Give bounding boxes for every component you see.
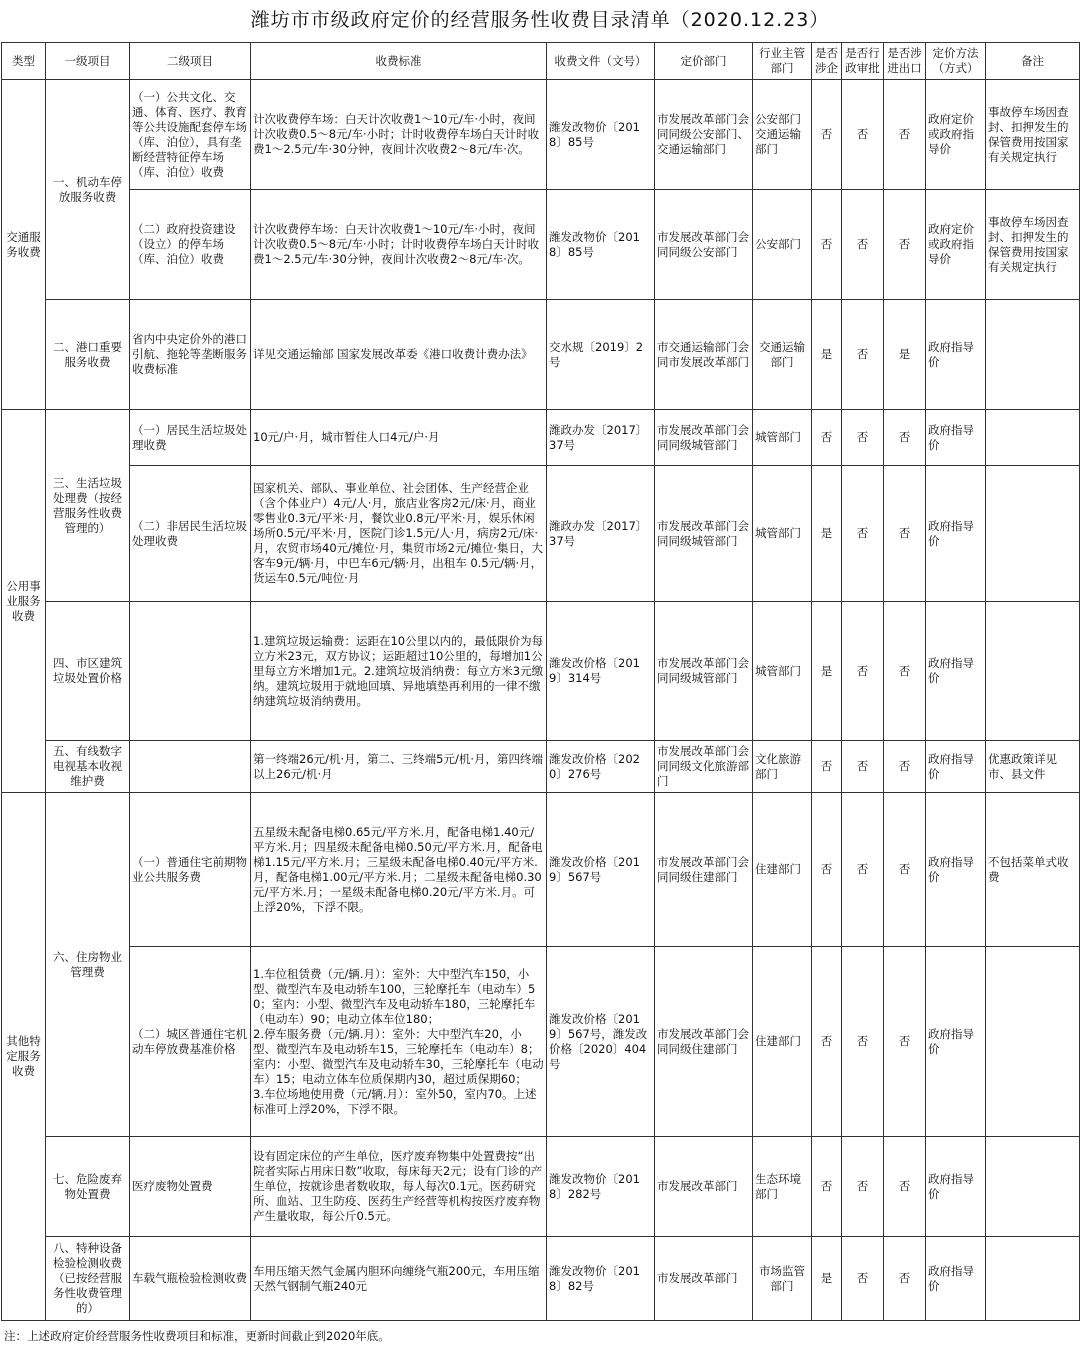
remark-cell: [986, 602, 1080, 741]
remark-cell: 优惠政策详见市、县文件: [986, 741, 1080, 793]
footnote: 注：上述政府定价经营服务性收费项目和标准，更新时间截止到2020年底。: [4, 1329, 390, 1343]
table-row: [2, 947, 1080, 1137]
import-export-cell: 否: [884, 1137, 926, 1237]
level1-cell: 七、危险废弃物处置费: [46, 1137, 130, 1237]
industry-dept-cell: 公安部门: [753, 190, 812, 300]
header-row: [2, 43, 1080, 80]
pricing-dept-cell: 市发展改革部门会同同级公安部门: [655, 190, 753, 300]
approval-cell: 否: [842, 793, 884, 947]
header-cell: 二级项目: [130, 43, 251, 80]
enterprise-cell: 否: [812, 741, 842, 793]
header-cell: 类型: [2, 43, 46, 80]
method-cell: 政府定价或政府指导价: [926, 80, 986, 190]
level1-cell: 四、市区建筑垃圾处置价格: [46, 602, 130, 741]
standard-cell: 设有固定床位的产生单位，医疗废弃物集中处置费按“出院者实际占用床日数”收取，每床每天2元；设有门诊的产生单位，按就诊患者数收取，每人每次0.1元。医药研究所、血站、卫生防疫、医药生产经营等机构按医疗废弃物产生量收取，每公斤0.5元。: [251, 1137, 547, 1237]
approval-cell: 否: [842, 466, 884, 602]
method-cell: 政府指导价: [926, 947, 986, 1137]
enterprise-cell: 否: [812, 1137, 842, 1237]
table-row: [2, 80, 1080, 190]
level1-cell: 一、机动车停放服务收费: [46, 80, 130, 300]
document-cell: 潍政办发〔2017〕37号: [547, 466, 655, 602]
import-export-cell: 否: [884, 602, 926, 741]
method-cell: 政府定价或政府指导价: [926, 190, 986, 300]
method-cell: 政府指导价: [926, 1237, 986, 1321]
industry-dept-cell: 住建部门: [753, 793, 812, 947]
standard-cell: 车用压缩天然气金属内胆环向缠绕气瓶200元，车用压缩天然气钢制气瓶240元: [251, 1237, 547, 1321]
approval-cell: 否: [842, 80, 884, 190]
fee-table: [1, 42, 1080, 1321]
method-cell: 政府指导价: [926, 793, 986, 947]
method-cell: 政府指导价: [926, 741, 986, 793]
pricing-dept-cell: 市发展改革部门会同同级城管部门: [655, 602, 753, 741]
header-cell: 是否涉进出口: [884, 43, 926, 80]
industry-dept-cell: 城管部门: [753, 602, 812, 741]
pricing-dept-cell: 市发展改革部门会同同级住建部门: [655, 947, 753, 1137]
method-cell: 政府指导价: [926, 602, 986, 741]
approval-cell: 否: [842, 1237, 884, 1321]
import-export-cell: 否: [884, 741, 926, 793]
table-row: [2, 741, 1080, 793]
remark-cell: 事故停车场因查封、扣押发生的保管费用按国家有关规定执行: [986, 190, 1080, 300]
standard-cell: 详见交通运输部 国家发展改革委《港口收费计费办法》: [251, 300, 547, 410]
document-cell: 交水规〔2019〕2号: [547, 300, 655, 410]
standard-cell: 1.车位租赁费（元/辆.月）：室外：大中型汽车150，小型、微型汽车及电动轿车100，三轮摩托车（电动车）50；室内：小型、微型汽车及电动轿车180，三轮摩托车（电动车）90；电动立体车位180； 2.停车服务费（元/辆.月）：室外：大中型汽车20，小型、微型汽车及电动轿车15，三轮摩托车（电动车）8；室内：小型、微型汽车及电动轿车30，三轮摩托车（电动车）15；电动立体车位质保期内30，超过质保期60； 3.车位场地使用费（元/辆.月）：室外50，室内70。上述标准可上浮20%，下浮不限。: [251, 947, 547, 1137]
import-export-cell: 否: [884, 1237, 926, 1321]
remark-cell: [986, 466, 1080, 602]
industry-dept-cell: 文化旅游部门: [753, 741, 812, 793]
method-cell: 政府指导价: [926, 300, 986, 410]
level1-cell: 二、港口重要服务收费: [46, 300, 130, 410]
method-cell: 政府指导价: [926, 410, 986, 466]
header-cell: 行业主管部门: [753, 43, 812, 80]
table-row: [2, 300, 1080, 410]
pricing-dept-cell: 市发展改革部门会同同级文化旅游部门: [655, 741, 753, 793]
standard-cell: 五星级未配备电梯0.65元/平方米.月，配备电梯1.40元/平方米.月；四星级未配备电梯0.50元/平方米.月，配备电梯1.15元/平方米.月；三星级未配备电梯0.40元/平方米.月，配备电梯1.00元/平方米.月；二星级未配备电梯0.30元/平方米.月；一星级未配备电梯0.20元/平方米.月。可上浮20%，下浮不限。: [251, 793, 547, 947]
table-row: [2, 190, 1080, 300]
table-row: [2, 793, 1080, 947]
pricing-dept-cell: 市发展改革部门会同同级城管部门: [655, 410, 753, 466]
import-export-cell: 否: [884, 410, 926, 466]
table-row: [2, 1137, 1080, 1237]
table-row: [2, 602, 1080, 741]
category-cell: 交通服务收费: [2, 80, 46, 410]
pricing-dept-cell: 市发展改革部门会同同级公安部门、交通运输部门: [655, 80, 753, 190]
standard-cell: 1.建筑垃圾运输费：运距在10公里以内的，最低限价为每立方米23元，双方协议；运距超过10公里的，每增加1公里每立方米增加1元。2.建筑垃圾消纳费：每立方米3元缴纳。建筑垃圾用于就地回填、异地填垫再利用的一律不缴纳建筑垃圾消纳费用。: [251, 602, 547, 741]
header-cell: 是否行政审批: [842, 43, 884, 80]
pricing-dept-cell: 市发展改革部门会同同级城管部门: [655, 466, 753, 602]
document-cell: 潍发改价格〔2019〕567号，潍发改价格〔2020〕404号: [547, 947, 655, 1137]
level1-cell: 六、住房物业管理费: [46, 793, 130, 1137]
enterprise-cell: 否: [812, 793, 842, 947]
enterprise-cell: 是: [812, 466, 842, 602]
approval-cell: 否: [842, 190, 884, 300]
level2-cell: 车载气瓶检验检测收费: [130, 1237, 251, 1321]
table-row: [2, 466, 1080, 602]
remark-cell: [986, 1137, 1080, 1237]
standard-cell: 计次收费停车场：白天计次收费1～10元/车·小时，夜间计次收费0.5～8元/车·小时；计时收费停车场白天计时收费1～2.5元/车·30分钟，夜间计次收费2～8元/车·次。: [251, 80, 547, 190]
approval-cell: 否: [842, 602, 884, 741]
document-cell: 潍发改价格〔2019〕314号: [547, 602, 655, 741]
remark-cell: [986, 1237, 1080, 1321]
page-title: 潍坊市市级政府定价的经营服务性收费目录清单（2020.12.23）: [250, 9, 830, 31]
header-cell: 定价部门: [655, 43, 753, 80]
enterprise-cell: 否: [812, 410, 842, 466]
pricing-dept-cell: 市发展改革部门: [655, 1237, 753, 1321]
remark-cell: [986, 300, 1080, 410]
standard-cell: 10元/户·月，城市暂住人口4元/户·月: [251, 410, 547, 466]
document-cell: 潍发改物价〔2018〕85号: [547, 190, 655, 300]
pricing-dept-cell: 市交通运输部门会同市发展改革部门: [655, 300, 753, 410]
remark-cell: [986, 947, 1080, 1137]
enterprise-cell: 是: [812, 602, 842, 741]
level2-cell: （一）居民生活垃圾处理收费: [130, 410, 251, 466]
level2-cell: （二）城区普通住宅机动车停放费基准价格: [130, 947, 251, 1137]
import-export-cell: 否: [884, 80, 926, 190]
industry-dept-cell: 公安部门交通运输部门: [753, 80, 812, 190]
document-cell: 潍发改价格〔2019〕567号: [547, 793, 655, 947]
method-cell: 政府指导价: [926, 1137, 986, 1237]
level1-cell: 三、生活垃圾处理费（按经营服务性收费管理的）: [46, 410, 130, 602]
document-cell: 潍发改物价〔2018〕82号: [547, 1237, 655, 1321]
header-cell: 收费文件（文号）: [547, 43, 655, 80]
document-cell: 潍发改物价〔2018〕282号: [547, 1137, 655, 1237]
level2-cell: 省内中央定价外的港口引航、拖轮等垄断服务收费标准: [130, 300, 251, 410]
standard-cell: 国家机关、部队、事业单位、社会团体、生产经营企业（含个体业户）4元/人·月，旅店业客房2元/床·月，商业零售业0.3元/平米·月，餐饮业0.8元/平米·月，娱乐休闲场所0.5元/平米·月，医院门诊1.5元/人·月，病房2元/床·月，农贸市场40元/摊位·月，集贸市场2元/摊位·集日，大客车9元/辆·月，中巴车6元/辆·月，出租车 0.5元/辆·月，货运车0.5元/吨位·月: [251, 466, 547, 602]
approval-cell: 否: [842, 410, 884, 466]
level2-cell: 医疗废物处置费: [130, 1137, 251, 1237]
import-export-cell: 否: [884, 947, 926, 1137]
approval-cell: 否: [842, 300, 884, 410]
import-export-cell: 否: [884, 190, 926, 300]
header-cell: 备注: [986, 43, 1080, 80]
enterprise-cell: 是: [812, 1237, 842, 1321]
category-cell: 其他特定服务收费: [2, 793, 46, 1321]
level1-cell: 八、特种设备检验检测收费（已按经营服务性收费管理的）: [46, 1237, 130, 1321]
header-cell: 定价方法（方式）: [926, 43, 986, 80]
table-row: [2, 410, 1080, 466]
import-export-cell: 否: [884, 793, 926, 947]
remark-cell: [986, 410, 1080, 466]
header-cell: 是否涉企: [812, 43, 842, 80]
level2-cell: （二）非居民生活垃圾处理收费: [130, 466, 251, 602]
method-cell: 政府指导价: [926, 466, 986, 602]
industry-dept-cell: 住建部门: [753, 947, 812, 1137]
enterprise-cell: 是: [812, 300, 842, 410]
category-cell: 公用事业服务收费: [2, 410, 46, 793]
table-row: [2, 1237, 1080, 1321]
industry-dept-cell: 交通运输部门: [753, 300, 812, 410]
import-export-cell: 是: [884, 300, 926, 410]
level2-cell: （一）公共文化、交通、体育、医疗、教育等公共设施配套停车场（库、泊位），具有垄断经营特征停车场（库、泊位）收费: [130, 80, 251, 190]
pricing-dept-cell: 市发展改革部门会同同级住建部门: [655, 793, 753, 947]
industry-dept-cell: 市场监管部门: [753, 1237, 812, 1321]
approval-cell: 否: [842, 741, 884, 793]
level2-cell: （二）政府投资建设（设立）的停车场（库、泊位）收费: [130, 190, 251, 300]
document-cell: 潍发改物价〔2018〕85号: [547, 80, 655, 190]
level2-cell: （一）普通住宅前期物业公共服务费: [130, 793, 251, 947]
level2-cell: [130, 602, 251, 741]
approval-cell: 否: [842, 947, 884, 1137]
approval-cell: 否: [842, 1137, 884, 1237]
import-export-cell: 否: [884, 466, 926, 602]
document-cell: 潍政办发〔2017〕37号: [547, 410, 655, 466]
standard-cell: 第一终端26元/机·月，第二、三终端5元/机·月，第四终端以上26元/机·月: [251, 741, 547, 793]
remark-cell: 事故停车场因查封、扣押发生的保管费用按国家有关规定执行: [986, 80, 1080, 190]
enterprise-cell: 否: [812, 190, 842, 300]
standard-cell: 计次收费停车场：白天计次收费1～10元/车·小时，夜间计次收费0.5～8元/车·小时；计时收费停车场白天计时收费1～2.5元/车·30分钟，夜间计次收费2～8元/车·次。: [251, 190, 547, 300]
industry-dept-cell: 城管部门: [753, 466, 812, 602]
enterprise-cell: 否: [812, 80, 842, 190]
document-cell: 潍发改价格〔2020〕276号: [547, 741, 655, 793]
level1-cell: 五、有线数字电视基本收视维护费: [46, 741, 130, 793]
pricing-dept-cell: 市发展改革部门: [655, 1137, 753, 1237]
header-cell: 一级项目: [46, 43, 130, 80]
header-cell: 收费标准: [251, 43, 547, 80]
enterprise-cell: 否: [812, 947, 842, 1137]
industry-dept-cell: 城管部门: [753, 410, 812, 466]
level2-cell: [130, 741, 251, 793]
industry-dept-cell: 生态环境部门: [753, 1137, 812, 1237]
remark-cell: 不包括菜单式收费: [986, 793, 1080, 947]
